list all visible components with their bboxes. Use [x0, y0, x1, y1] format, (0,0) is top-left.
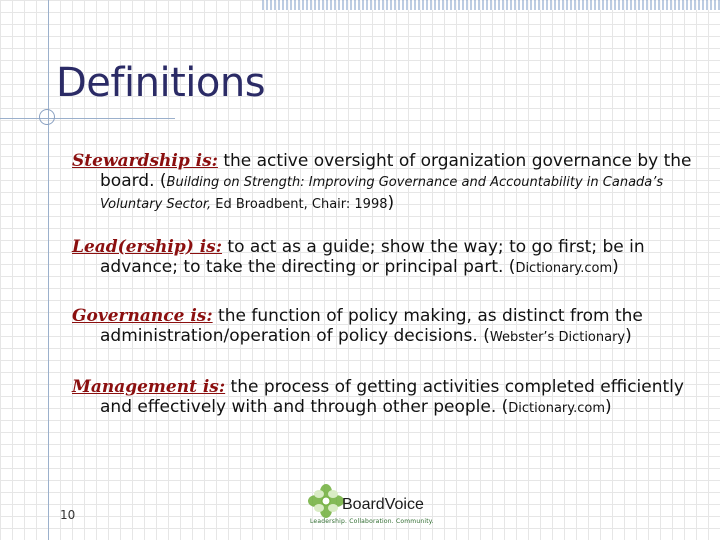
top-decorative-bar: [262, 0, 720, 10]
logo-wordmark: BoardVoice: [342, 496, 424, 513]
definition-close-paren: ): [612, 257, 619, 277]
definition-term: Governance is:: [72, 306, 213, 326]
flower-icon: [308, 484, 344, 520]
definition-governance: [72, 306, 720, 348]
horizontal-guide-line: [0, 118, 175, 119]
vertical-guide-line: [48, 0, 49, 540]
definition-text: to act as a guide; show the way; to go first; be in advance; to take the directing or principal part. (: [100, 237, 645, 277]
logo-tagline: Leadership. Collaboration. Community.: [310, 518, 434, 525]
target-circle-icon: [39, 109, 55, 125]
definition-citation-italic: Building on Strength: Improving Governance and Accountability in Canada’s Voluntary Sector,: [100, 175, 664, 212]
boardvoice-logo: [306, 484, 436, 530]
definition-close-paren: ): [625, 326, 632, 346]
definition-citation: Ed Broadbent, Chair: 1998: [211, 197, 388, 212]
definition-citation: Webster’s Dictionary: [489, 330, 626, 345]
definition-stewardship: [72, 151, 720, 215]
definition-citation: Dictionary.com: [515, 261, 613, 276]
page-number: 10: [60, 508, 76, 522]
definition-term: Stewardship is:: [72, 151, 218, 171]
definition-term: Lead(ership) is:: [72, 237, 223, 257]
slide-title: Definitions: [56, 60, 266, 106]
definition-management: [72, 377, 720, 419]
definition-text: the function of policy making, as distinct from the administration/operation of policy decisions. (: [100, 306, 643, 346]
definition-term: Management is:: [72, 377, 226, 397]
definition-text: the process of getting activities completed efficiently and effectively with and through other people. (: [100, 377, 684, 417]
definition-citation: Dictionary.com: [508, 401, 606, 416]
definition-leadership: [72, 237, 720, 279]
definition-close-paren: ): [387, 193, 395, 213]
definition-text: the active oversight of organization governance by the board. (: [100, 151, 692, 191]
definition-close-paren: ): [605, 397, 612, 417]
